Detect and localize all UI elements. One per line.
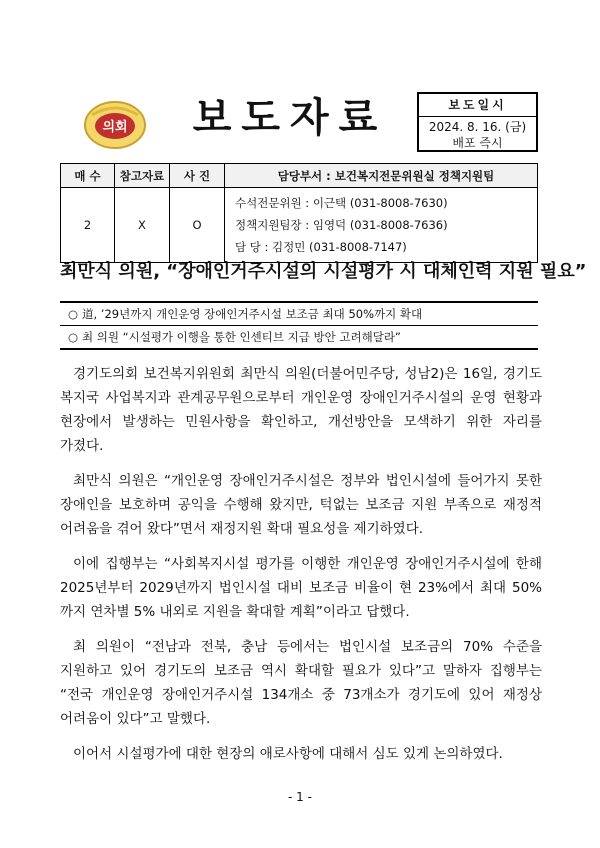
info-table-value-row bbox=[61, 188, 538, 263]
page-number: - 1 - bbox=[288, 790, 312, 804]
council-emblem-icon bbox=[80, 97, 150, 151]
logo-text: 의회 bbox=[102, 120, 128, 135]
release-note: 배포 즉시 bbox=[452, 136, 503, 150]
body-paragraph: 최 의원이 “전남과 전북, 충남 등에서는 법인시설 보조금의 70% 수준을 지원하고 있어 경기도의 보조금 역시 확대할 필요가 있다”고 말하자 집행부는 “전국 개인운영 장애인거주시설 134개소 중 73개소가 경기도에 있어 재정상 어려움이 있다”고 말했다. bbox=[60, 639, 542, 727]
col-photos-header: 사 진 bbox=[170, 164, 225, 188]
council-logo bbox=[80, 97, 150, 151]
photos-value: O bbox=[170, 188, 225, 263]
summary-text: 道, ’29년까지 개인운영 장애인거주시설 보조금 최대 50%까지 확대 bbox=[82, 307, 423, 321]
article-body bbox=[60, 362, 542, 777]
release-date: 2024. 8. 16. (금) bbox=[428, 120, 527, 134]
pages-value: 2 bbox=[61, 188, 115, 263]
body-paragraph: 경기도의회 보건복지위원회 최만식 의원(더불어민주당, 성남2)은 16일, 경기도 복지국 사업복지과 관계공무원으로부터 개인운영 장애인거주시설의 운영 현황과 현장에서 발생하는 민원사항을 확인하고, 개선방안을 모색하기 위한 자리를 가졌다. bbox=[60, 366, 542, 454]
attachments-value: X bbox=[115, 188, 170, 263]
body-paragraph: 이에 집행부는 “사회복지시설 평가를 이행한 개인운영 장애인거주시설에 한해 2025년부터 2029년까지 법인시설 대비 보조금 비율이 현 23%에서 최대 50%까지 연차별 5% 내외로 지원을 확대할 계획”이라고 답했다. bbox=[60, 556, 542, 620]
release-date-box bbox=[417, 92, 538, 152]
contact-line: 담 당 : 김정민 (031-8008-7147) bbox=[235, 240, 407, 254]
info-table bbox=[60, 163, 538, 263]
info-table-header-row bbox=[61, 164, 538, 188]
body-paragraph: 이어서 시설평가에 대한 현장의 애로사항에 대해서 심도 있게 논의하였다. bbox=[73, 746, 503, 762]
contact-line: 정책지원팀장 : 임영덕 (031-8008-7636) bbox=[235, 218, 448, 232]
press-release-headline: 보도자료 bbox=[192, 95, 388, 141]
summary-item bbox=[60, 303, 538, 326]
col-pages-header: 매 수 bbox=[61, 164, 115, 188]
article-title: 최만식 의원, “장애인거주시설의 시설평가 시 대체인력 지원 필요” bbox=[60, 261, 587, 282]
body-paragraph: 최만식 의원은 “개인운영 장애인거주시설은 정부와 법인시설에 들어가지 못한 장애인을 보호하며 공익을 수행해 왔지만, 턱없는 보조금 지원 부족으로 재정적 어려움을 겪어 왔다”면서 재정지원 확대 필요성을 제기하였다. bbox=[60, 473, 542, 537]
summary-text: 최 의원 “시설평가 이행을 통한 인센티브 지급 방안 고려해달라” bbox=[82, 330, 401, 344]
contact-line: 수석전문위원 : 이근택 (031-8008-7630) bbox=[235, 196, 448, 210]
contacts-cell bbox=[225, 188, 538, 263]
summary-box bbox=[60, 301, 538, 350]
bullet-icon: ○ bbox=[68, 330, 79, 344]
summary-item bbox=[60, 326, 538, 348]
col-attachments-header: 참고자료 bbox=[115, 164, 170, 188]
department-cell: 담당부서 : 보건복지전문위원실 정책지원팀 bbox=[225, 164, 538, 188]
release-date-label: 보도일시 bbox=[419, 94, 536, 117]
bullet-icon: ○ bbox=[68, 307, 79, 321]
